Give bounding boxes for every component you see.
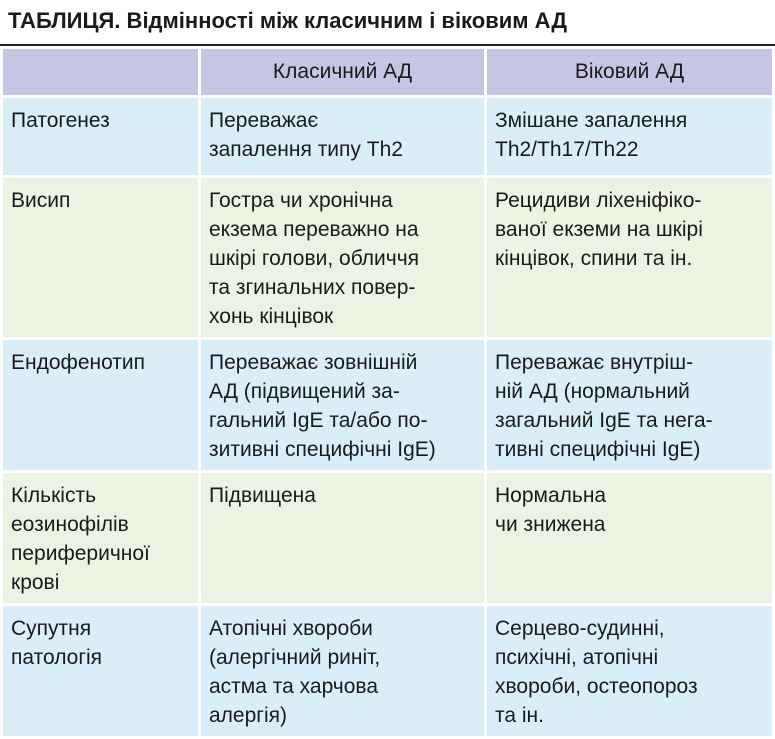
cell-classic: Гостра чи хронічна екзема переважно на шкірі голови, обличчя та згинальних повер- хонь кінцівок xyxy=(201,178,484,337)
table-title: ТАБЛИЦЯ. Відмінності між класичним і віковим АД xyxy=(8,8,568,33)
table-row xyxy=(3,340,772,470)
row-label: Патогенез xyxy=(3,98,198,175)
row-label: Ендофенотип xyxy=(3,340,198,470)
header-classic: Класичний АД xyxy=(201,49,484,95)
table-row xyxy=(3,98,772,175)
header-age: Віковий АД xyxy=(487,49,772,95)
cell-age: Переважає внутріш- ній АД (нормальний загальний IgE та нега- тивні специфічні IgE) xyxy=(487,340,772,470)
cell-age: Змішане запалення Th2/Th17/Th22 xyxy=(487,98,772,175)
row-label: Кількість еозинофілів периферичної крові xyxy=(3,473,198,603)
table-header-row xyxy=(3,49,772,95)
cell-classic: Підвищена xyxy=(201,473,484,603)
header-empty xyxy=(3,49,198,95)
comparison-table xyxy=(0,46,775,739)
table-row xyxy=(3,178,772,337)
cell-classic: Атопічні хвороби (алергічний риніт, астма та харчова алергія) xyxy=(201,606,484,736)
cell-classic: Переважає запалення типу Th2 xyxy=(201,98,484,175)
cell-classic: Переважає зовнішній АД (підвищений за- гальний IgE та/або по- зитивні специфічні IgE) xyxy=(201,340,484,470)
cell-age: Нормальна чи знижена xyxy=(487,473,772,603)
cell-age: Рецидиви ліхеніфіко- ваної екземи на шкірі кінцівок, спини та ін. xyxy=(487,178,772,337)
row-label: Супутня патологія xyxy=(3,606,198,736)
row-label: Висип xyxy=(3,178,198,337)
table-row xyxy=(3,606,772,736)
cell-age: Серцево-судинні, психічні, атопічні хвороби, остеопороз та ін. xyxy=(487,606,772,736)
table-row xyxy=(3,473,772,603)
